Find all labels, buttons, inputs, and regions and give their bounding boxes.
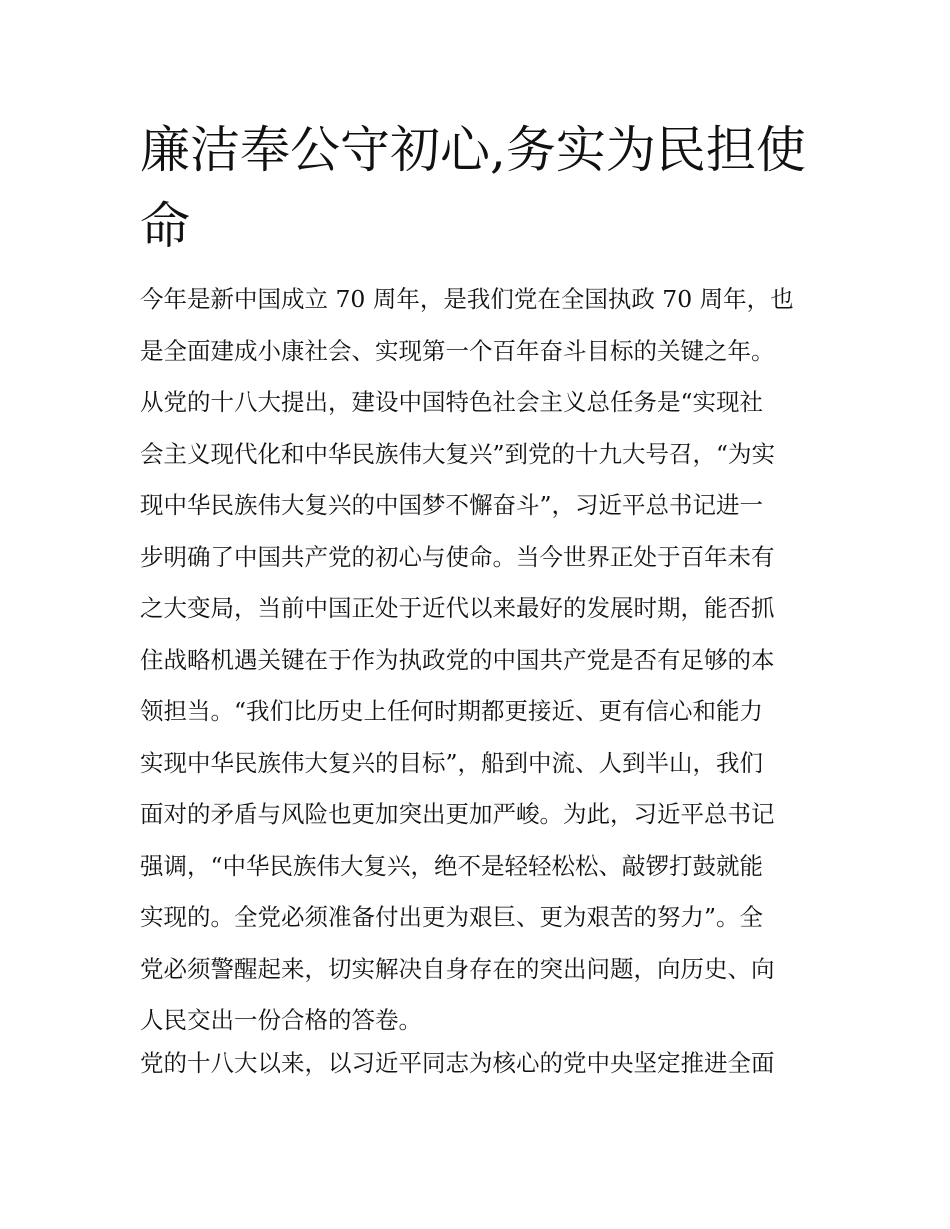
paragraph-line: 现中华民族伟大复兴的中国梦不懈奋斗”，习近平总书记进一 bbox=[140, 491, 764, 519]
paragraph-line: 从党的十八大提出，建设中国特色社会主义总任务是“实现社 bbox=[140, 388, 764, 416]
paragraph-line: 住战略机遇关键在于作为执政党的中国共产党是否有足够的本 bbox=[140, 645, 775, 674]
title-line: 命 bbox=[140, 197, 190, 255]
paragraph-line: 实现的。全党必须准备付出更为艰巨、更为艰苦的努力”。全 bbox=[140, 903, 764, 931]
paragraph-line: 步明确了中国共产党的初心与使命。当今世界正处于百年未有 bbox=[140, 542, 775, 571]
paragraph-line: 会主义现代化和中华民族伟大复兴”到党的十九大号召，“为实 bbox=[140, 439, 776, 468]
paragraph-line: 面对的矛盾与风险也更加突出更加严峻。为此，习近平总书记 bbox=[140, 800, 775, 828]
document-title bbox=[140, 112, 820, 264]
paragraph-line: 党必须警醒起来，切实解决自身存在的突出问题，向历史、向 bbox=[140, 954, 775, 983]
title-line: 廉洁奉公守初心,务实为民担使 bbox=[140, 121, 806, 179]
paragraph-1 bbox=[140, 274, 830, 1047]
paragraph-line: 今年是新中国成立 70 周年，是我们党在全国执政 70 周年，也 bbox=[140, 285, 794, 313]
paragraph-2 bbox=[140, 1038, 830, 1090]
paragraph-line: 人民交出一份合格的答卷。 bbox=[140, 1006, 422, 1034]
paragraph-line: 强调，“中华民族伟大复兴，绝不是轻轻松松、敲锣打鼓就能 bbox=[140, 851, 764, 880]
paragraph-line: 党的十八大以来，以习近平同志为核心的党中央坚定推进全面 bbox=[140, 1049, 775, 1077]
paragraph-line: 实现中华民族伟大复兴的目标”，船到中流、人到半山，我们 bbox=[140, 748, 764, 777]
paragraph-line: 领担当。“我们比历史上任何时期都更接近、更有信心和能力 bbox=[140, 697, 764, 725]
paragraph-line: 之大变局，当前中国正处于近代以来最好的发展时期，能否抓 bbox=[140, 594, 775, 622]
paragraph-line: 是全面建成小康社会、实现第一个百年奋斗目标的关键之年。 bbox=[140, 336, 775, 365]
